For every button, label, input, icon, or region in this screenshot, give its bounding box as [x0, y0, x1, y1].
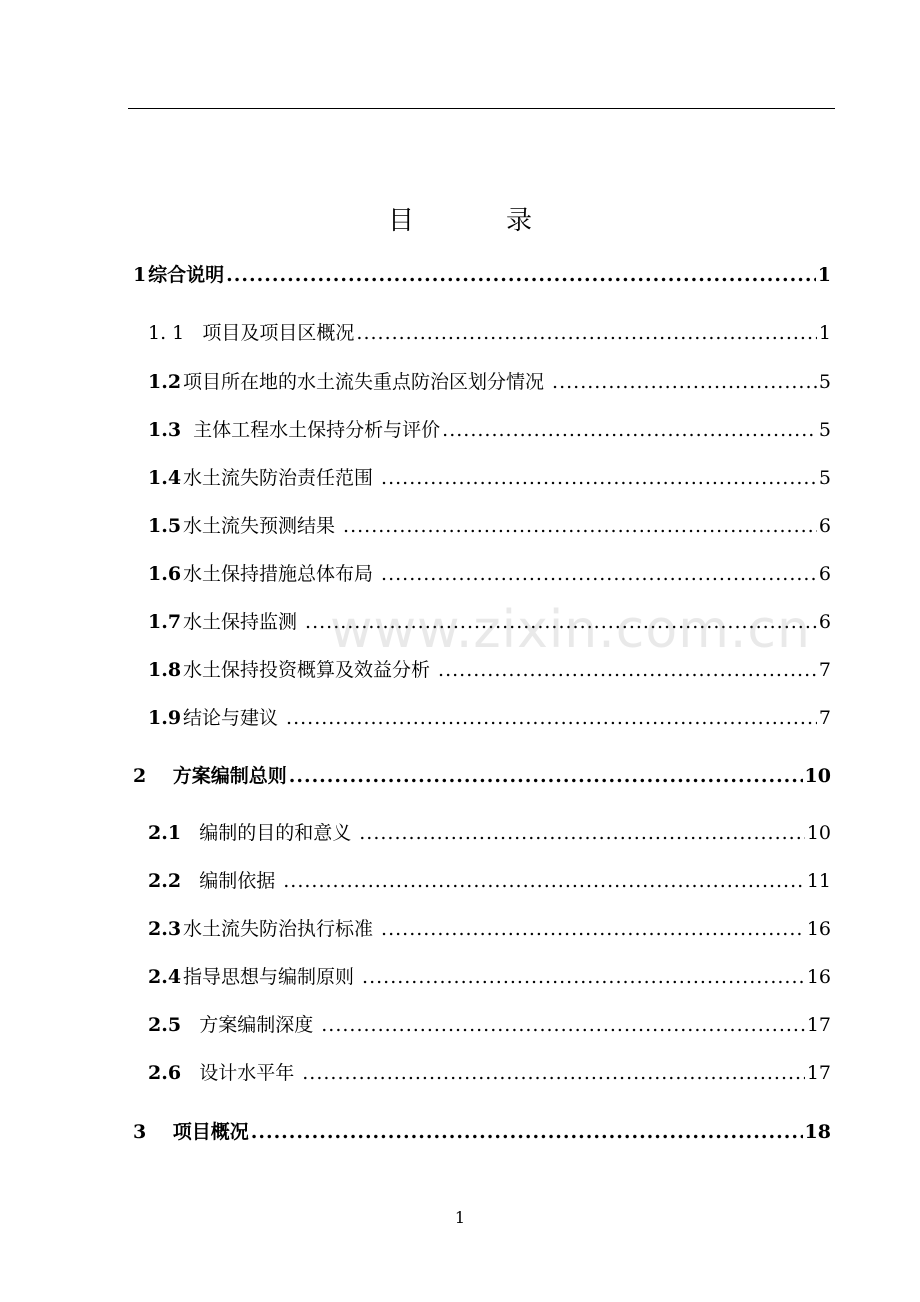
toc-entry-page: 1 — [817, 264, 831, 286]
toc-entry-title: 设计水平年 — [199, 1062, 295, 1084]
toc-entry-page: 6 — [818, 563, 831, 585]
toc-entry[interactable] — [148, 658, 831, 682]
toc-entry-number: 1.2 — [148, 371, 182, 393]
toc-entry-title: 综合说明 — [148, 264, 225, 286]
toc-entry-number: 1.9 — [148, 707, 182, 729]
toc-entry-title: 水土流失防治责任范围 — [182, 467, 373, 489]
toc-entry[interactable] — [148, 514, 831, 538]
watermark: www.zixin.com.cn — [330, 600, 811, 660]
page-number: 1 — [454, 1208, 466, 1227]
toc-entry[interactable] — [133, 764, 831, 788]
toc-entry-number: 1. 1 — [148, 322, 185, 344]
toc-entry-number: 2 — [133, 765, 147, 787]
toc-entry-number: 2.1 — [148, 822, 182, 844]
toc-entry[interactable] — [148, 869, 831, 893]
toc-entry-number: 1.3 — [148, 419, 182, 441]
toc-entry-title: 水土流失预测结果 — [182, 515, 335, 537]
toc-entry[interactable] — [148, 917, 831, 941]
toc-entry-page: 17 — [806, 1014, 831, 1036]
toc-entry-page: 7 — [818, 659, 831, 681]
toc-entry[interactable] — [148, 418, 831, 442]
toc-entry[interactable] — [148, 821, 831, 845]
toc-entry-page: 1 — [818, 322, 831, 344]
toc-entry-title: 水土保持投资概算及效益分析 — [182, 659, 430, 681]
toc-entry-title: 水土流失防治执行标准 — [182, 918, 373, 940]
title-char-1: 目 — [387, 206, 414, 236]
toc-entry-number: 1 — [133, 264, 147, 286]
toc-entry-number: 1.6 — [148, 563, 182, 585]
toc-entry-number: 2.5 — [148, 1014, 182, 1036]
toc-entry-page: 10 — [804, 765, 831, 787]
toc-entry-number: 2.3 — [148, 918, 182, 940]
toc-entry[interactable] — [148, 321, 831, 345]
toc-entry-title: 编制的目的和意义 — [199, 822, 352, 844]
toc-entry-title: 方案编制深度 — [199, 1014, 314, 1036]
toc-entry-page: 5 — [818, 371, 831, 393]
toc-entry-title: 水土保持措施总体布局 — [182, 563, 373, 585]
toc-entry-page: 18 — [804, 1121, 831, 1143]
toc-entry[interactable] — [133, 263, 831, 287]
toc-entry-title: 指导思想与编制原则 — [182, 966, 354, 988]
toc-entry[interactable] — [148, 370, 831, 394]
toc-entry[interactable] — [148, 965, 831, 989]
toc-entry-title: 编制依据 — [199, 870, 276, 892]
toc-entry[interactable] — [148, 1013, 831, 1037]
toc-entry-page: 5 — [818, 467, 831, 489]
toc-entry-title: 结论与建议 — [182, 707, 278, 729]
toc-entry[interactable] — [148, 706, 831, 730]
toc-entry-number: 1.5 — [148, 515, 182, 537]
toc-entry-title: 主体工程水土保持分析与评价 — [193, 419, 441, 441]
toc-entry-number: 1.4 — [148, 467, 182, 489]
toc-entry-title: 项目概况 — [172, 1121, 249, 1143]
toc-entry-title: 水土保持监测 — [182, 611, 297, 633]
toc-entry[interactable] — [148, 1061, 831, 1085]
toc-entry-page: 7 — [818, 707, 831, 729]
toc-entry[interactable] — [133, 1120, 831, 1144]
toc-entry-page: 10 — [806, 822, 831, 844]
toc-entry-page: 11 — [806, 870, 831, 892]
toc-entry-page: 5 — [818, 419, 831, 441]
toc-entry-title: 项目及项目区概况 — [202, 322, 355, 344]
toc-entry-title: 项目所在地的水土流失重点防治区划分情况 — [182, 371, 544, 393]
toc-entry-number: 3 — [133, 1121, 147, 1143]
toc-entry-number: 2.6 — [148, 1062, 182, 1084]
title-char-2: 录 — [506, 206, 533, 236]
toc-entry-title: 方案编制总则 — [172, 765, 287, 787]
toc-entry-page: 16 — [806, 966, 831, 988]
toc-entry-number: 1.7 — [148, 611, 182, 633]
toc-entry-number: 2.2 — [148, 870, 182, 892]
toc-entry[interactable] — [148, 562, 831, 586]
toc-entry-number: 2.4 — [148, 966, 182, 988]
toc-entry-page: 16 — [806, 918, 831, 940]
toc-entry[interactable] — [148, 466, 831, 490]
toc-entry-page: 17 — [806, 1062, 831, 1084]
toc-entry-page: 6 — [818, 515, 831, 537]
toc-entry-number: 1.8 — [148, 659, 182, 681]
toc-entry-page: 6 — [818, 611, 831, 633]
